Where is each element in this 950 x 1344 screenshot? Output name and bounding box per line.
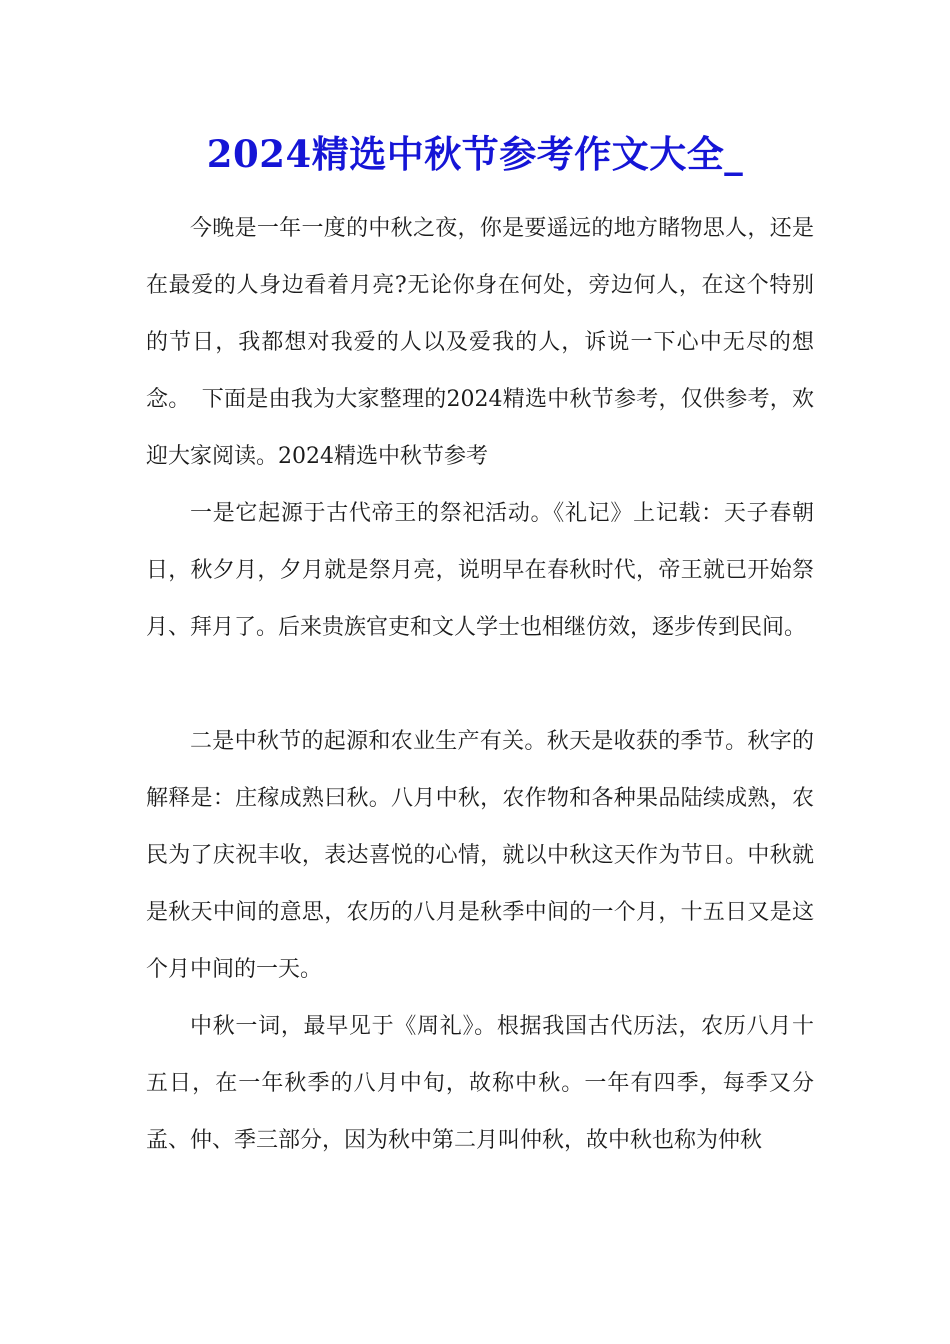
paragraph-origin-sacrifice: 一是它起源于古代帝王的祭祀活动。《礼记》上记载：天子春朝日，秋夕月，夕月就是祭月亮，说明早在春秋时代，帝王就已开始祭月、拜月了。后来贵族官吏和文人学士也相继仿效，逐步传到民间。 [146,501,814,640]
paragraph-gap [146,656,814,713]
paragraph-intro: 今晚是一年一度的中秋之夜，你是要遥远的地方睹物思人，还是在最爱的人身边看着月亮?无论你身在何处，旁边何人，在这个特别的节日，我都想对我爱的人以及爱我的人，诉说一下心中无尽的想念。 下面是由我为大家整理的2024精选中秋节参考，仅供参考，欢迎大家阅读。2024精选中秋节参考 [146,216,814,469]
paragraph-term-origin: 中秋一词，最早见于《周礼》。根据我国古代历法，农历八月十五日，在一年秋季的八月中旬，故称中秋。一年有四季，每季又分孟、仲、季三部分，因为秋中第二月叫仲秋，故中秋也称为仲秋 [146,1014,814,1153]
document-title: 2024精选中秋节参考作文大全_ [206,132,744,176]
paragraph-origin-agriculture: 二是中秋节的起源和农业生产有关。秋天是收获的季节。秋字的解释是：庄稼成熟曰秋。八月中秋，农作物和各种果品陆续成熟，农民为了庆祝丰收，表达喜悦的心情，就以中秋这天作为节日。中秋就是秋天中间的意思，农历的八月是秋季中间的一个月，十五日又是这个月中间的一天。 [146,729,814,982]
document-body [146,200,814,1169]
